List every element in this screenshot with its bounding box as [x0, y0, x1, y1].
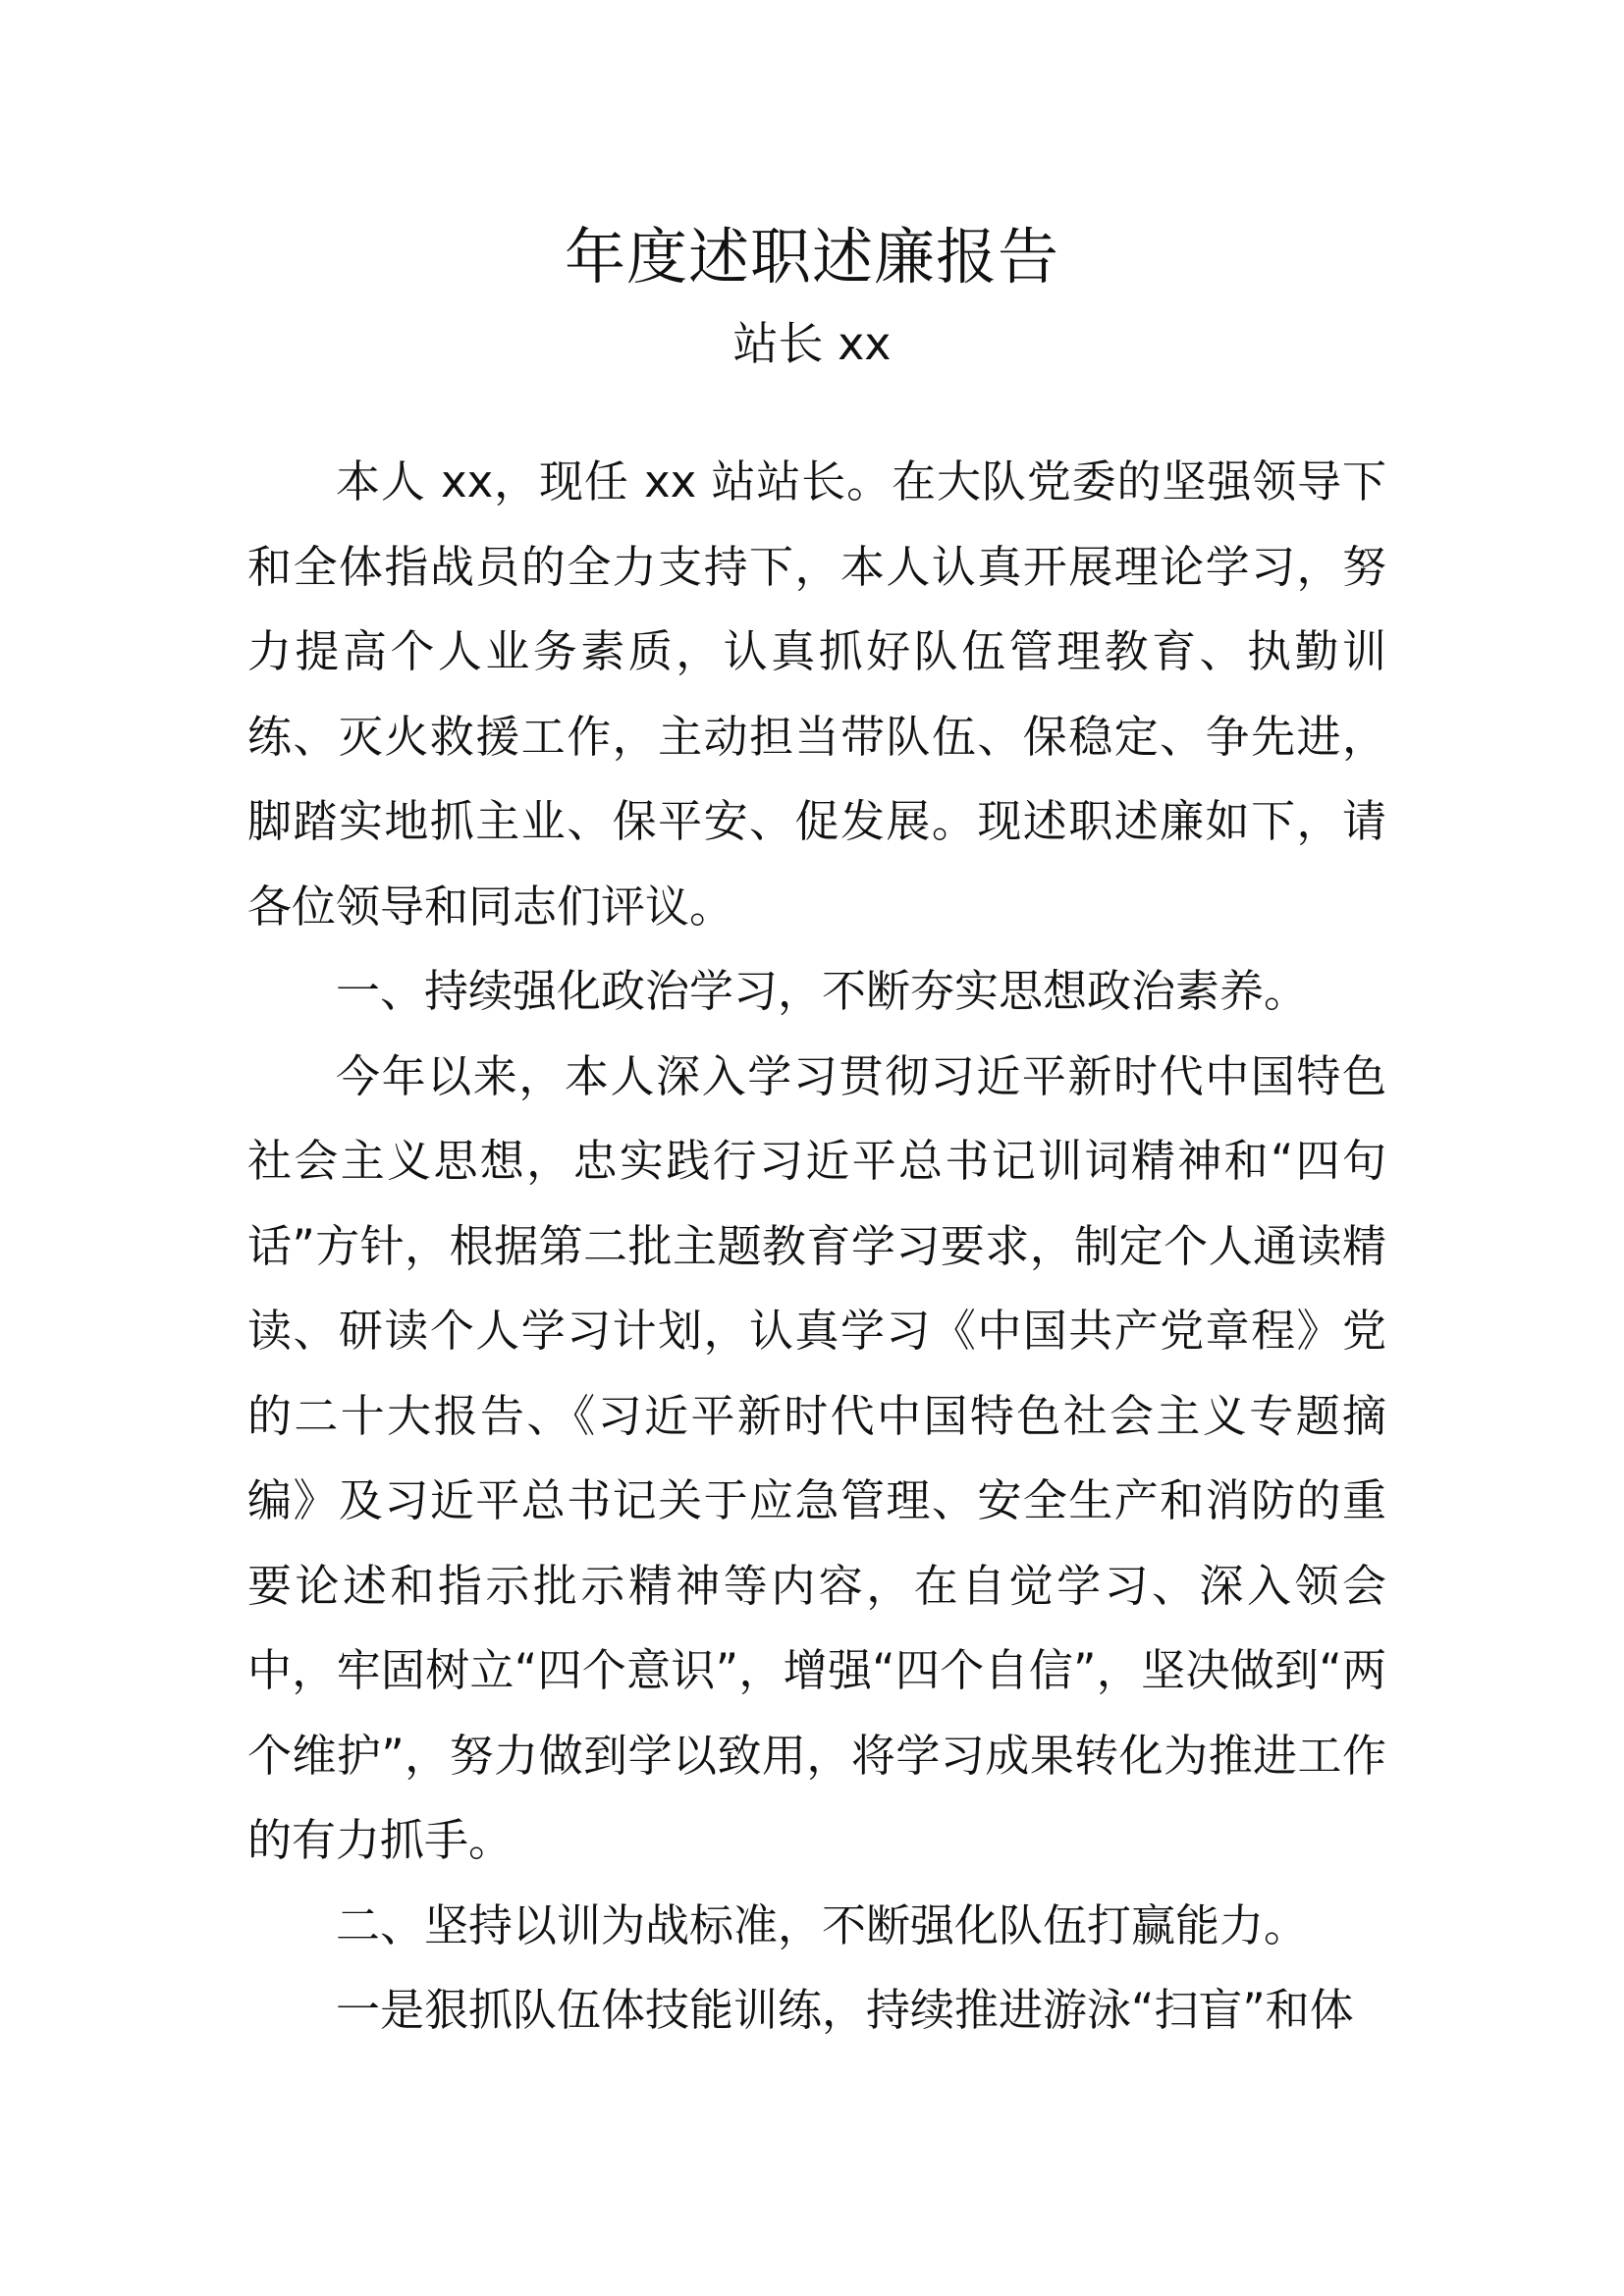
section-heading-2: 二、坚持以训为战标准，不断强化队伍打赢能力。 — [336, 1898, 1309, 1951]
document-subtitle: 站长 xx — [732, 317, 892, 370]
document-body — [247, 440, 1386, 2054]
section-1-paragraph: 今年以来，本人深入学习贯彻习近平新时代中国特色社会主义思想，忠实践行习近平总书记训词精神和“四句话”方针，根据第二批主题教育学习要求，制定个人通读精读、研读个人学习计划，认真学习《中国共产党章程》党的二十大报告、《习近平新时代中国特色社会主义专题摘编》及习近平总书记关于应急管理、安全生产和消防的重要论述和指示批示精神等内容，在自觉学习、深入领会中，牢固树立“四个意识”，增强“四个自信”，坚决做到“两个维护”，努力做到学以致用，将学习成果转化为推进工作的有力抓手。 — [247, 1049, 1386, 1866]
section-2-paragraph: 一是狠抓队伍体技能训练，持续推进游泳“扫盲”和体 — [336, 1984, 1354, 2036]
intro-paragraph: 本人 xx，现任 xx 站站长。在大队党委的坚强领导下和全体指战员的全力支持下，本人认真开展理论学习，努力提高个人业务素质，认真抓好队伍管理教育、执勤训练、灭火救援工作，主动担当带队伍、保稳定、争先进，脚踏实地抓主业、保平安、促发展。现述职述廉如下，请各位领导和同志们评议。 — [247, 455, 1386, 933]
document-title: 年度述职述廉报告 — [564, 221, 1059, 293]
section-heading-1: 一、持续强化政治学习，不断夯实思想政治素养。 — [336, 965, 1309, 1017]
